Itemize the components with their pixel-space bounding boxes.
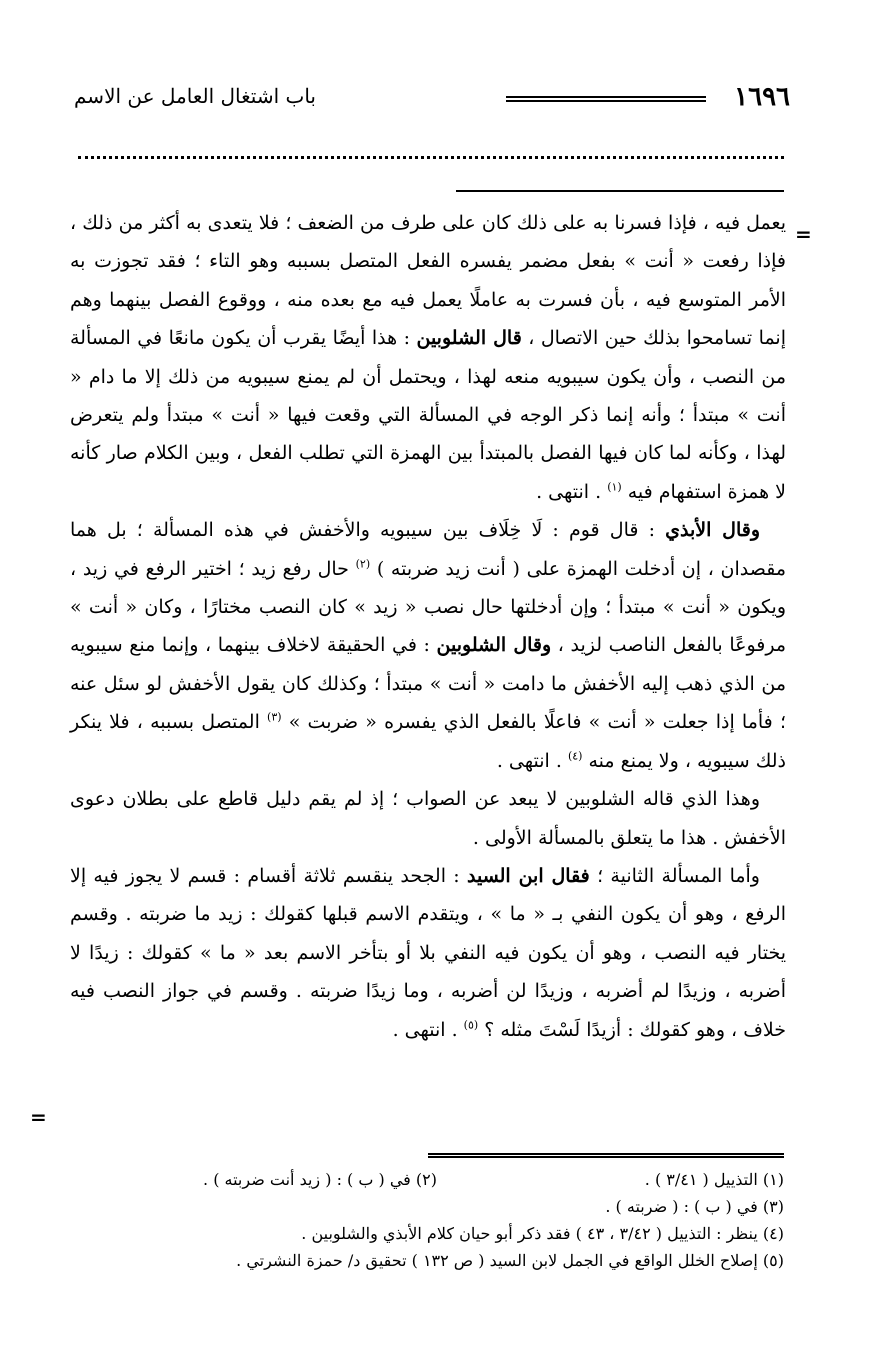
main-text: [70, 204, 786, 1049]
footnote-double-rule: [428, 1153, 784, 1158]
bold-name: وقال الأبذي: [665, 519, 760, 542]
footnote-ref: (١): [607, 480, 622, 494]
text-run: : قال قوم : لَا خِلَاف بين سيبويه والأخفش في هذه المسألة ؛ بل هما مقصدان ، إن أدخلت الهمزة على ( أنت زيد ضربته ): [70, 519, 786, 580]
footnote-ref: (٢): [355, 557, 371, 571]
footnote-2: (٢) في ( ب ) : ( زيد أنت ضربته ) .: [203, 1170, 437, 1189]
text-run: حال رفع زيد ؛ اختير الرفع في زيد ، ويكون « أنت » مبتدأ ؛ وإن أدخلتها حال نصب « زيد » كان النصب مختارًا ، وكان « أنت » مرفوعًا بالفعل الناصب لزيد ،: [70, 557, 786, 657]
paragraph: [70, 857, 786, 1049]
footnote-3: (٣) في ( ب ) : ( ضربته ) .: [605, 1197, 784, 1216]
footnote-1: (١) التذييل ( ٣/٤١ ) .: [644, 1170, 784, 1189]
bold-name: قال الشلوبين: [416, 327, 522, 350]
bold-name: فقال ابن السيد: [466, 864, 590, 887]
text-run: : الجحد ينقسم ثلاثة أقسام : قسم لا يجوز فيه إلا الرفع ، وهو أن يكون النفي بـ « ما » ، ويتقدم الاسم قبلها كقولك : زيد ما ضربته . وقسم يختار فيه النصب ، وهو أن يكون فيه النفي بلا أو بتأخر الاسم بعد « ما » كقولك : زيدًا لا أضربه ، وزيدًا لم أضربه ، وزيدًا لن أضربه ، وما زيدًا ضربته . وقسم في جواز النصب فيه خلاف ، وهو كقولك : أزيدًا لَسْتَ مثله ؟: [70, 864, 786, 1041]
footnote-ref: (٤): [567, 749, 583, 763]
top-rule: [456, 190, 784, 192]
paragraph: [70, 204, 786, 511]
footnote-row: [90, 1166, 784, 1193]
page-number: ١٦٩٦: [734, 82, 790, 112]
footnote-ref: (٣): [267, 710, 282, 724]
footnote-4: (٤) ينظر : التذييل ( ٣/٤٢ ، ٤٣ ) فقد ذكر أبو حيان كلام الأبذي والشلوبين .: [301, 1224, 784, 1243]
continuation-mark-bottom: =: [30, 1105, 47, 1129]
continuation-mark-top: =: [795, 222, 812, 246]
page-header: [74, 84, 790, 120]
dotted-separator: [78, 146, 784, 159]
text-run: . انتهى .: [536, 480, 608, 503]
footnote-ref: (٥): [463, 1018, 479, 1032]
text-run: وأما المسألة الثانية ؛: [589, 864, 760, 887]
footnote-5: (٥) إصلاح الخلل الواقع في الجمل لابن السيد ( ص ١٣٢ ) تحقيق د/ حمزة النشرتي .: [236, 1251, 784, 1270]
text-run: : في الحقيقة لاخلاف بينهما ، وإنما منع سيبويه من الذي ذهب إليه الأخفش ما دامت « أنت » مبتدأ ؛ وكذلك كان يقول الأخفش لو سئل عنه ؛ فأما إذا جعلت « أنت » فاعلًا بالفعل الذي يفسره « ضربت »: [70, 634, 786, 734]
header-double-rule: [506, 96, 706, 102]
text-run: يعمل فيه ، فإذا فسرنا به على ذلك كان على طرف من الضعف ؛ فلا يتعدى به أكثر من ذلك ، فإذا رفعت « أنت » بفعل مضمر يفسره الفعل المتصل بسببه وهو التاء ؛ فقد تجوزت به الأمر المتوسع فيه ، بأن فسرت به عاملًا يعمل فيه مع بعده منه ، ووقوع الفصل بينهما وهم إنما تسامحوا بذلك حين الاتصال ،: [70, 212, 786, 350]
paragraph: [70, 511, 786, 780]
text-run: : هذا أيضًا يقرب أن يكون مانعًا في المسألة من النصب ، وأن يكون سيبويه منعه لهذا ، ويحتمل أن لم يمنع سيبويه من ذلك إلا ما دام « أنت » مبتدأ ؛ وأنه إنما ذكر الوجه في المسألة التي وقعت فيها « أنت » مبتدأ ولم يتعرض لهذا ، وكأنه لما كان فيها الفصل بالمبتدأ بين الهمزة التي تطلب الفعل ، وبين الكلام صار كأنه لا همزة استفهام فيه: [70, 327, 786, 503]
bold-name: وقال الشلوبين: [436, 634, 552, 657]
text-run: . انتهى .: [496, 749, 568, 772]
footnotes: [90, 1166, 784, 1274]
text-run: . انتهى .: [392, 1018, 464, 1041]
text-run: وهذا الذي قاله الشلوبين لا يبعد عن الصواب ؛ إذ لم يقم دليل قاطع على بطلان دعوى الأخفش . هذا ما يتعلق بالمسألة الأولى .: [70, 788, 786, 849]
paragraph: [70, 780, 786, 857]
text-run: المتصل بسببه ، فلا ينكر ذلك سيبويه ، ولا يمنع منه: [70, 711, 786, 772]
running-title: باب اشتغال العامل عن الاسم: [74, 84, 316, 108]
